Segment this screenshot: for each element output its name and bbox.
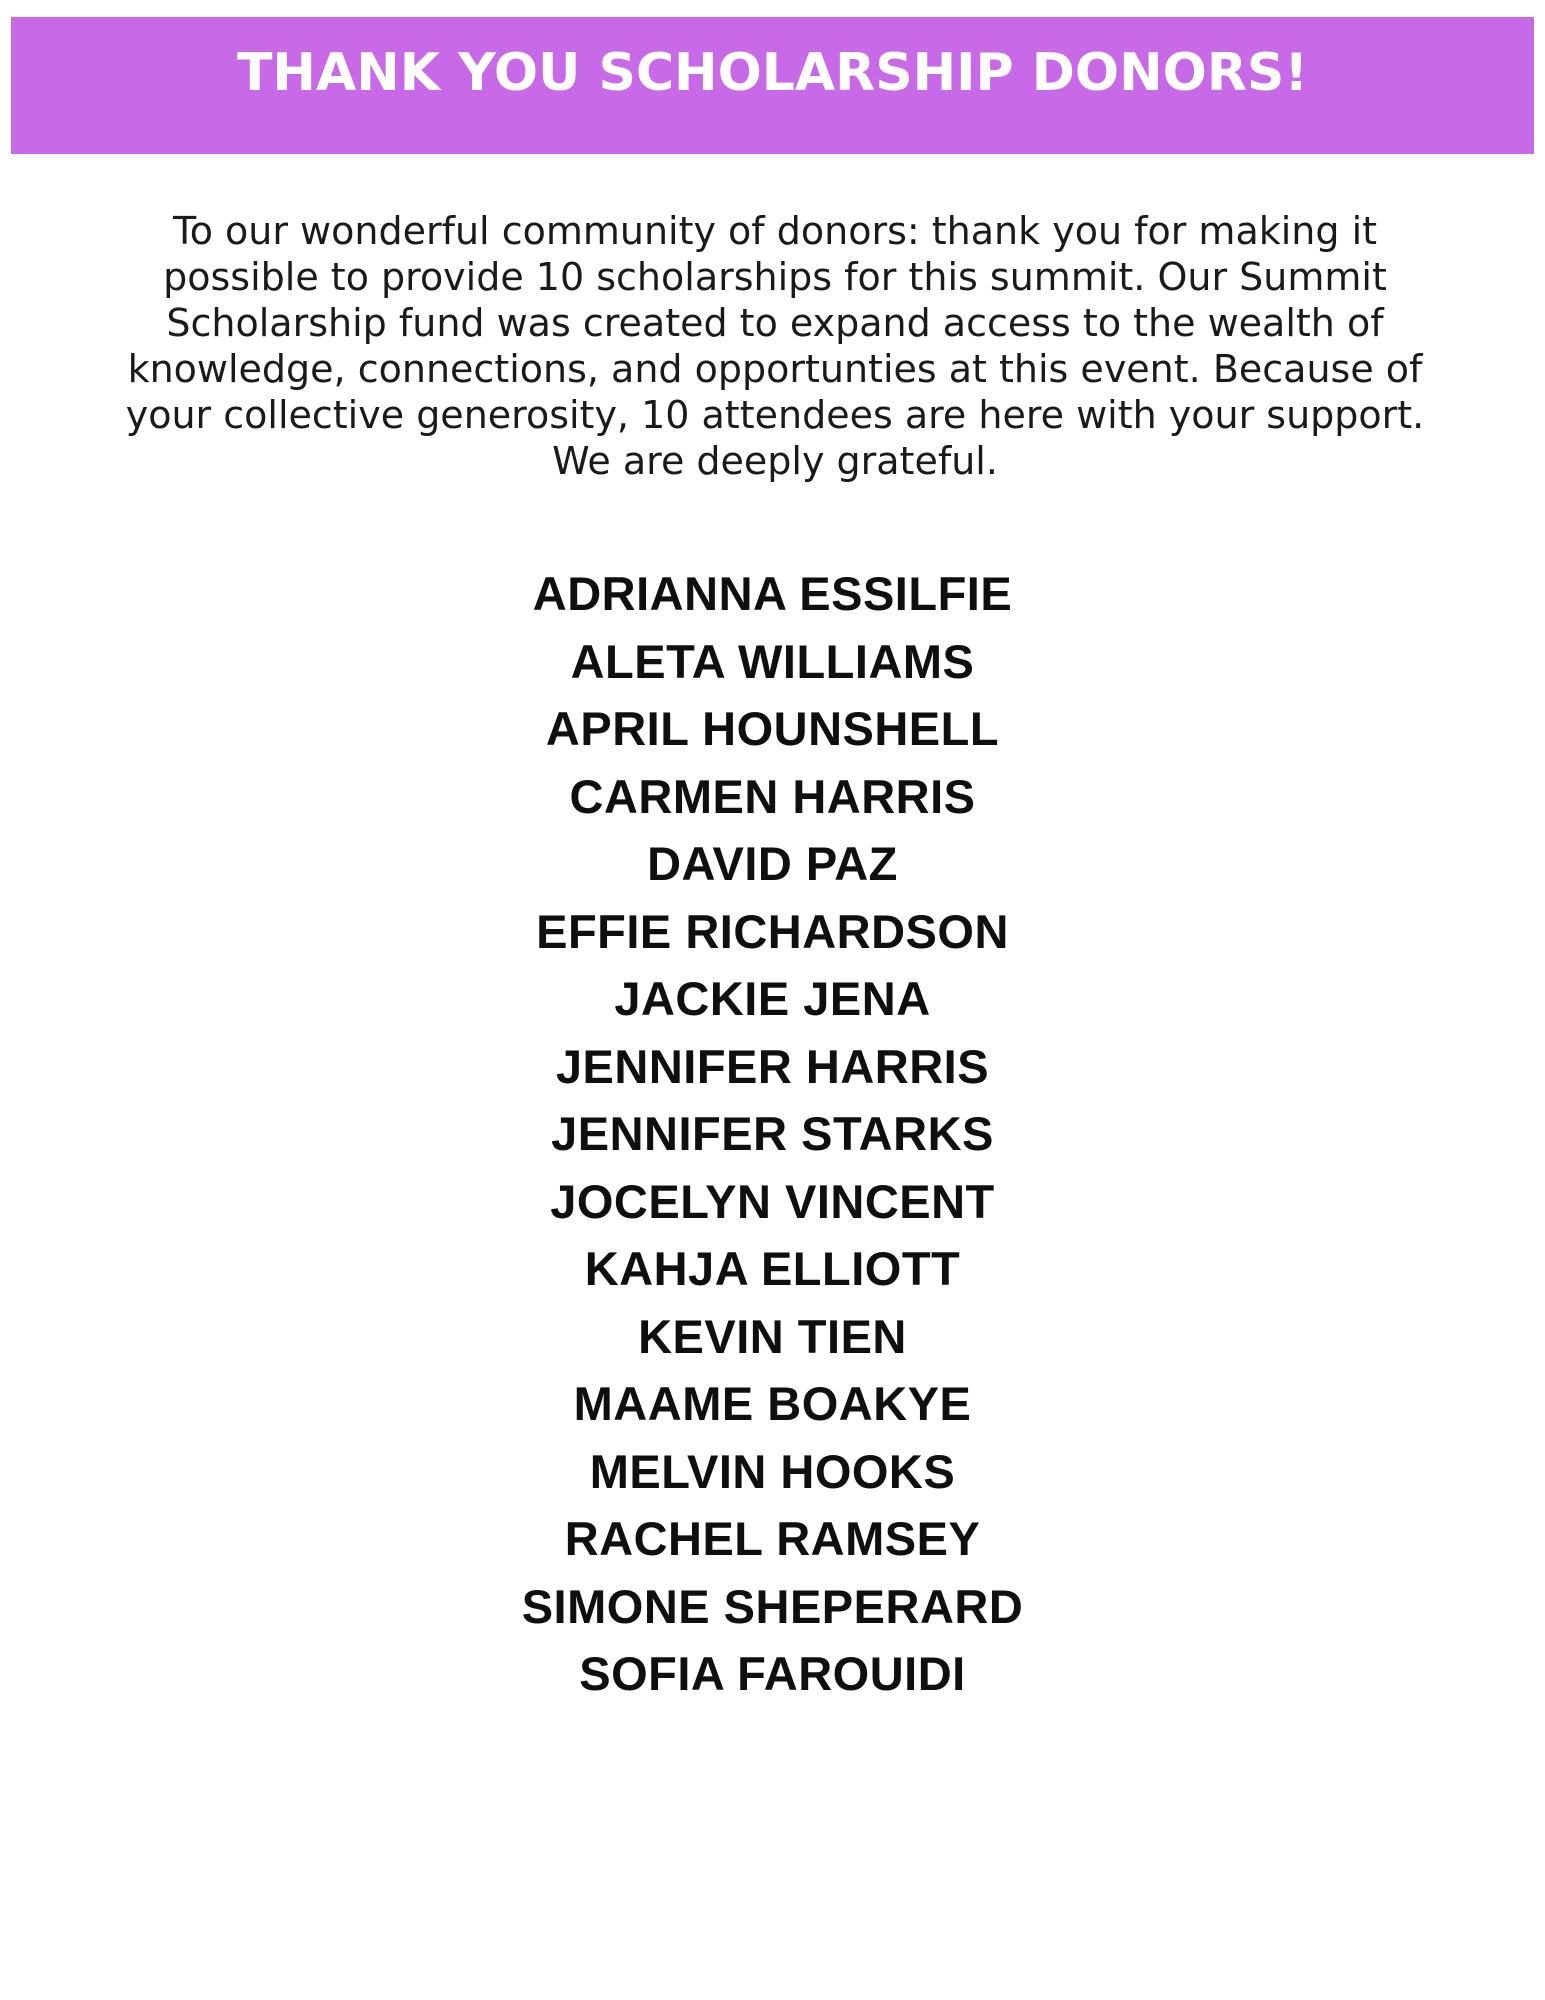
- donor-name: MAAME BOAKYE: [573, 1377, 972, 1430]
- donor-name: ADRIANNA ESSILFIE: [532, 567, 1013, 620]
- donor-name: JENNIFER STARKS: [551, 1107, 994, 1160]
- donor-name: KAHJA ELLIOTT: [584, 1242, 961, 1295]
- donor-name: EFFIE RICHARDSON: [536, 904, 1009, 958]
- donor-name: JACKIE JENA: [614, 972, 931, 1025]
- donor-name: APRIL HOUNSHELL: [545, 702, 1000, 755]
- header-banner: [11, 17, 1534, 154]
- intro-paragraph: To our wonderful community of donors: thank you for making it possible to provide 10 scholarships for this summit. Our Summit Scholarship fund was created to expand access to the wealth of knowledge, connections, and opportunties at this event. Because of your collective generosity, 10 attendees are here with your support. We are deeply grateful.: [125, 209, 1425, 483]
- donor-list: [0, 560, 1545, 1708]
- donor-name: CARMEN HARRIS: [569, 769, 976, 823]
- donor-name: KEVIN TIEN: [638, 1309, 907, 1363]
- donor-name: ALETA WILLIAMS: [570, 634, 975, 688]
- donor-name: JOCELYN VINCENT: [550, 1174, 995, 1228]
- donor-name: RACHEL RAMSEY: [564, 1512, 981, 1565]
- donor-name: MELVIN HOOKS: [589, 1444, 956, 1498]
- donor-name: DAVID PAZ: [647, 837, 898, 890]
- page-title: THANK YOU SCHOLARSHIP DONORS!: [236, 42, 1309, 103]
- donor-name: SOFIA FAROUIDI: [579, 1647, 966, 1700]
- donor-name: SIMONE SHEPERARD: [521, 1579, 1024, 1633]
- donor-name: JENNIFER HARRIS: [555, 1039, 990, 1093]
